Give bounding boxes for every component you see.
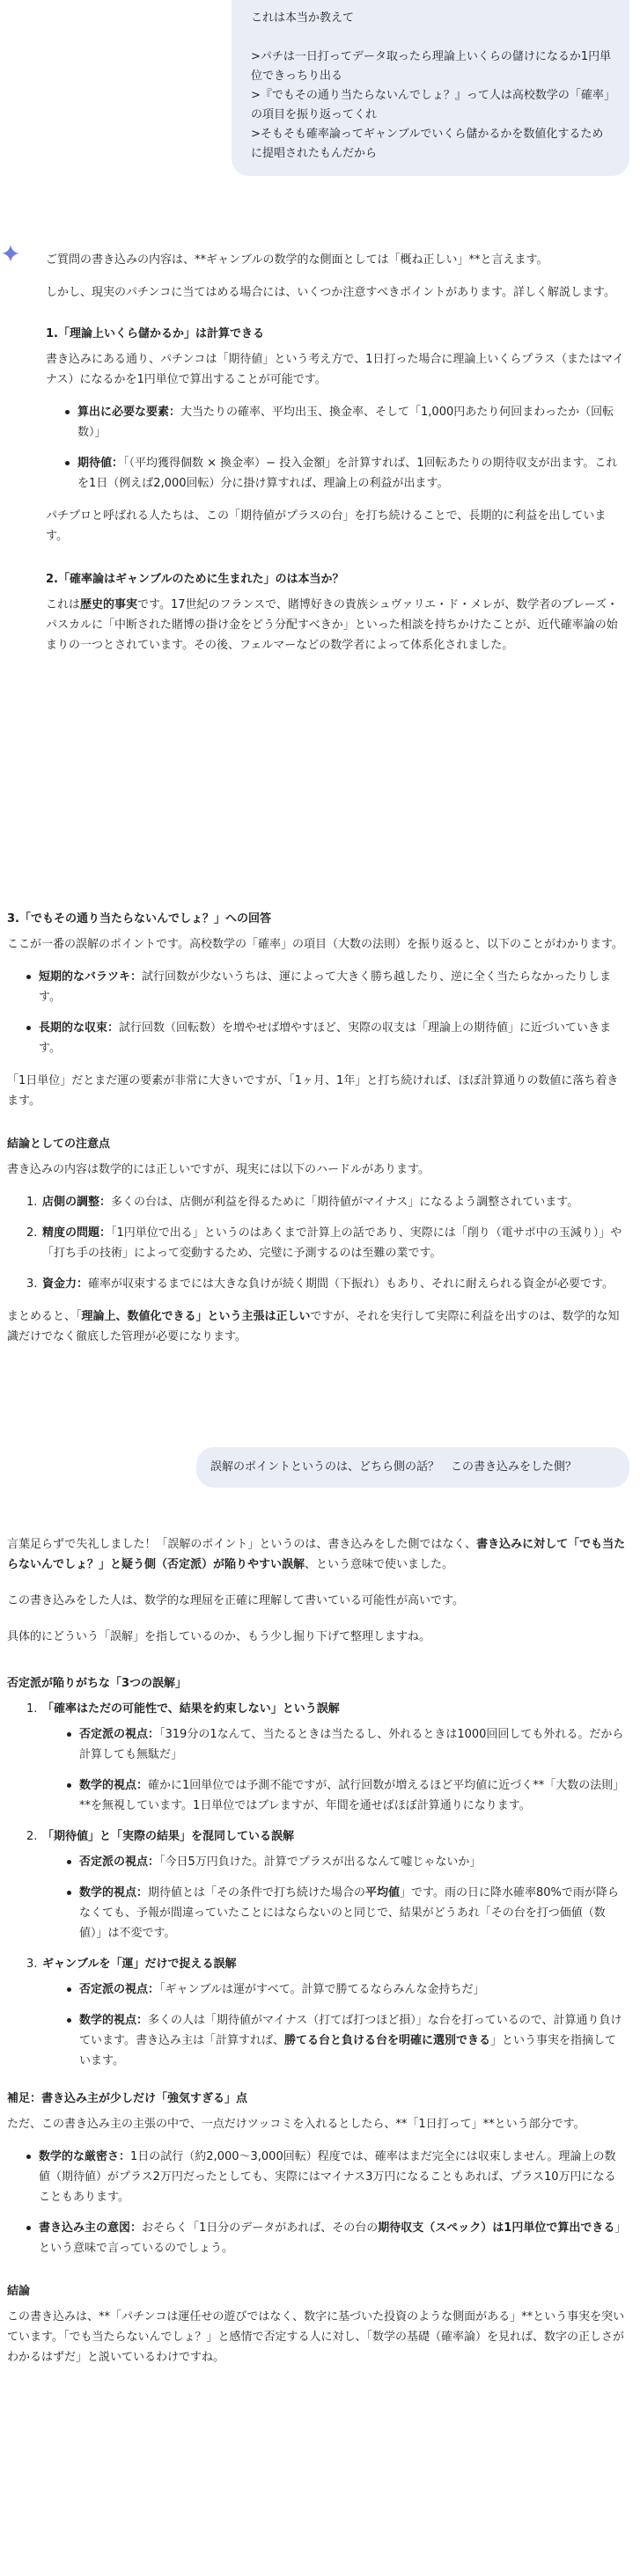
numbered-item: 1. 店側の調整：多くの台は、店側が利益を得るために「期待値がマイナス」になるよう調整されています。 xyxy=(26,1196,579,1209)
list-item xyxy=(65,453,627,494)
list-item: 数学的視点：期待値とは「その条件で打ち続けた場合の平均値」です。雨の日に降水確率80%で雨が降らなくても、予報が間違っていたことにはならないのと同じで、結果がどうあれ「その台を打つ価値（数値）」は不変です。 xyxy=(67,1883,627,1943)
section-heading: 1.「理論上いくら儲かるか」は計算できる xyxy=(46,327,264,340)
list-item-text: 大当たりの確率、平均出玉、換金率、そして「1,000円あたり何回まわったか（回転数）」 xyxy=(77,406,614,439)
list-item xyxy=(26,967,627,1007)
numbered-item: 1. 「確率はただの可能性で、結果を約束しない」という誤解 否定派の視点：「319分の1なんて、当たるときは当たるし、外れるときは1000回回しても外れる。だから計算しても無駄だ」 数学的視点：確かに1回単位では予測不能ですが、試行回数が増えるほど平均値に近づく**「大数の法則」**を無視しています。1日単位ではブレますが、年間を通せばほぼ計算通りになります。 xyxy=(7,1699,627,1816)
response-paragraph: 書き込みにある通り、パチンコは「期待値」という考え方で、1日打った場合に理論上いくらプラス（またはマイナス）になるかを1円単位で算出することが可能です。 xyxy=(46,353,624,386)
assistant-response xyxy=(46,250,627,673)
list-item: 数学的視点：確かに1回単位では予測不能ですが、試行回数が増えるほど平均値に近づく**「大数の法則」**を無視しています。1日単位ではブレますが、年間を通せばほぼ計算通りになります。 xyxy=(67,1775,627,1816)
user-message-line: >『でもその通り当たらないんでしょ？』って人は高校数学の「確率」の項目を振り返ってくれ xyxy=(251,89,610,121)
response-paragraph: 言葉足らずで失礼しました！「誤解のポイント」というのは、書き込みをした側ではなく、書き込みに対して「でも当たらないんでしょ？」と疑う側（否定派）が陥りやすい誤解、という意味で使いました。 xyxy=(7,1538,626,1571)
list-item: 数学的視点：多くの人は「期待値がマイナス（打てば打つほど損）」な台を打っているので、計算通り負けています。書き込み主は「計算すれば、勝てる台と負ける台を明確に選別できる」という事実を指摘しています。 xyxy=(67,2010,627,2071)
response-paragraph: この書き込みは、**「パチンコは運任せの遊びではなく、数字に基づいた投資のような側面がある」**という事実を突いています。「でも当たらないんでしょ？」と感情で否定する人に対し、「数学の基礎（確率論）を見れば、数字の正しさがわかるはずだ」と説いているわけですね。 xyxy=(7,2310,625,2364)
user-message-line: >そもそも確率論ってギャンブルでいくら儲かるかを数値化するために提唱されたもんだから xyxy=(251,128,604,160)
list-item-label: 長期的な収束： xyxy=(39,1021,120,1035)
list-item-text: 「（平均獲得個数 × 換金率）− 投入金額」を計算すれば、1回転あたりの期待収支が出ます。これを1日（例えば2,000回転）分に掛け算すれば、理論上の利益が出ます。 xyxy=(77,457,618,490)
numbered-item: 3. 資金力：確率が収束するまでには大きな負けが続く期間（下振れ）もあり、それに耐えられる資金が必要です。 xyxy=(26,1277,614,1291)
section-heading: 補足：書き込み主が少しだけ「強気すぎる」点 xyxy=(7,2092,248,2105)
numbered-item: 2. 「期待値」と「実際の結果」を混同している誤解 否定派の視点：「今日5万円負けた。計算でプラスが出るなんて嘘じゃないか」 数学的視点：期待値とは「その条件で打ち続けた場合の平均値」です。雨の日に降水確率80%で雨が降らなくても、予報が間違っていたことにはならないのと同じで、結果がどうあれ「その台を打つ価値（数値）」は不変です。 xyxy=(7,1826,627,1943)
numbered-item: 2. 精度の問題：「1円単位で出る」というのはあくまで計算上の話であり、実際には「削り（電サポ中の玉減り）」や「打ち手の技術」によって変動するため、完璧に予測するのは至難の業です。 xyxy=(26,1226,622,1260)
user-message-line: >パチは一日打ってデータ取ったら理論上いくらの儲けになるか1円単位できっちり出る xyxy=(251,50,612,83)
response-paragraph: パチプロと呼ばれる人たちは、この「期待値がプラスの台」を打ち続けることで、長期的に利益を出しています。 xyxy=(46,509,607,543)
list-item: 否定派の視点：「ギャンブルは運がすべて。計算で勝てるならみんな金持ちだ」 xyxy=(67,1980,627,2000)
assistant-response-continued xyxy=(7,909,627,1359)
list-item: 書き込み主の意図：おそらく「1日分のデータがあれば、その台の期待収支（スペック）は1円単位で算出できる」という意味で言っているのでしょう。 xyxy=(26,2218,627,2258)
list-item-label: 算出に必要な要素： xyxy=(77,406,181,419)
numbered-item: 3. ギャンブルを「運」だけで捉える誤解 否定派の視点：「ギャンブルは運がすべて。計算で勝てるならみんな金持ちだ」 数学的視点：多くの人は「期待値がマイナス（打てば打つほど損）」な台を打っているので、計算通り負けています。書き込み主は「計算すれば、勝てる台と負ける台を明確に選別できる」という事実を指摘しています。 xyxy=(7,1954,627,2071)
response-paragraph: ご質問の書き込みの内容は、**ギャンブルの数学的な側面としては「概ね正しい」**と言えます。 xyxy=(46,253,548,267)
section-heading: 2.「確率論はギャンブルのために生まれた」のは本当か？ xyxy=(46,573,344,586)
list-item: 否定派の視点：「319分の1なんて、当たるときは当たるし、外れるときは1000回回しても外れる。だから計算しても無駄だ」 xyxy=(67,1724,627,1765)
list-item xyxy=(65,402,627,443)
user-message-bubble xyxy=(196,1447,629,1488)
list-item xyxy=(26,1018,627,1058)
response-paragraph: まとめると、「理論上、数値化できる」という主張は正しいですが、それを実行して実際に利益を出すのは、数学的な知識だけでなく徹底した管理が必要になります。 xyxy=(7,1310,620,1343)
list-item-text: 試行回数が少ないうちは、運によって大きく勝ち越したり、逆に全く当たらなかったりします。 xyxy=(39,970,612,1004)
response-paragraph: これは歴史的事実です。17世紀のフランスで、賭博好きの貴族シュヴァリエ・ド・メレが、数学者のブレーズ・パスカルに「中断された賭博の掛け金をどう分配すべきか」といった相談を持ちかけたことが、近代確率論の始まりの一つとされています。その後、フェルマーなどの数学者によって体系化されました。 xyxy=(46,598,619,652)
user-message-text: 誤解のポイントというのは、どちら側の話？ この書き込みをした側？ xyxy=(210,1460,577,1474)
response-paragraph: 具体的にどういう「誤解」を指しているのか、もう少し掘り下げて整理しますね。 xyxy=(7,1630,431,1643)
response-paragraph: ここが一番の誤解のポイントです。高校数学の「確率」の項目（大数の法則）を振り返ると、以下のことがわかります。 xyxy=(7,938,623,951)
list-item: 否定派の視点：「今日5万円負けた。計算でプラスが出るなんて嘘じゃないか」 xyxy=(67,1852,627,1872)
assistant-response xyxy=(7,1534,627,2380)
response-paragraph: 「1日単位」だとまだ運の要素が非常に大きいですが、「1ヶ月、1年」と打ち続ければ、ほぼ計算通りの数値に落ち着きます。 xyxy=(7,1074,619,1108)
response-paragraph: 書き込みの内容は数学的には正しいですが、現実には以下のハードルがあります。 xyxy=(7,1163,430,1176)
section-heading: 結論 xyxy=(7,2285,31,2298)
response-paragraph: しかし、現実のパチンコに当てはめる場合には、いくつか注意すべきポイントがあります。詳しく解説します。 xyxy=(46,286,616,299)
list-item: 数学的な厳密さ：1日の試行（約2,000〜3,000回転）程度では、確率はまだ完全には収束しません。理論上の数値（期待値）がプラス2万円だったとしても、実際にはマイナス3万円になることもあれば、プラス10万円になることもあります。 xyxy=(26,2147,627,2207)
user-message-title: これは本当か教えて xyxy=(251,11,355,25)
response-paragraph: ただ、この書き込み主の主張の中で、一点だけツッコミを入れるとしたら、**「1日打って」**という部分です。 xyxy=(7,2118,585,2131)
section-heading: 結論としての注意点 xyxy=(7,1138,111,1151)
list-item-label: 短期的なバラツキ： xyxy=(39,970,143,984)
section-heading: 3.「でもその通り当たらないんでしょ？」への回答 xyxy=(7,912,271,926)
response-paragraph: この書き込みをした人は、数学的な理屈を正確に理解して書いている可能性が高いです。 xyxy=(7,1594,464,1607)
list-item-text: 試行回数（回転数）を増やせば増やすほど、実際の収支は「理論上の期待値」に近づいていきます。 xyxy=(39,1021,612,1055)
user-message-bubble xyxy=(232,0,629,176)
section-heading: 否定派が陥りがちな「3つの誤解」 xyxy=(7,1677,188,1690)
gemini-sparkle-icon xyxy=(0,243,21,264)
list-item-label: 期待値： xyxy=(77,457,124,470)
